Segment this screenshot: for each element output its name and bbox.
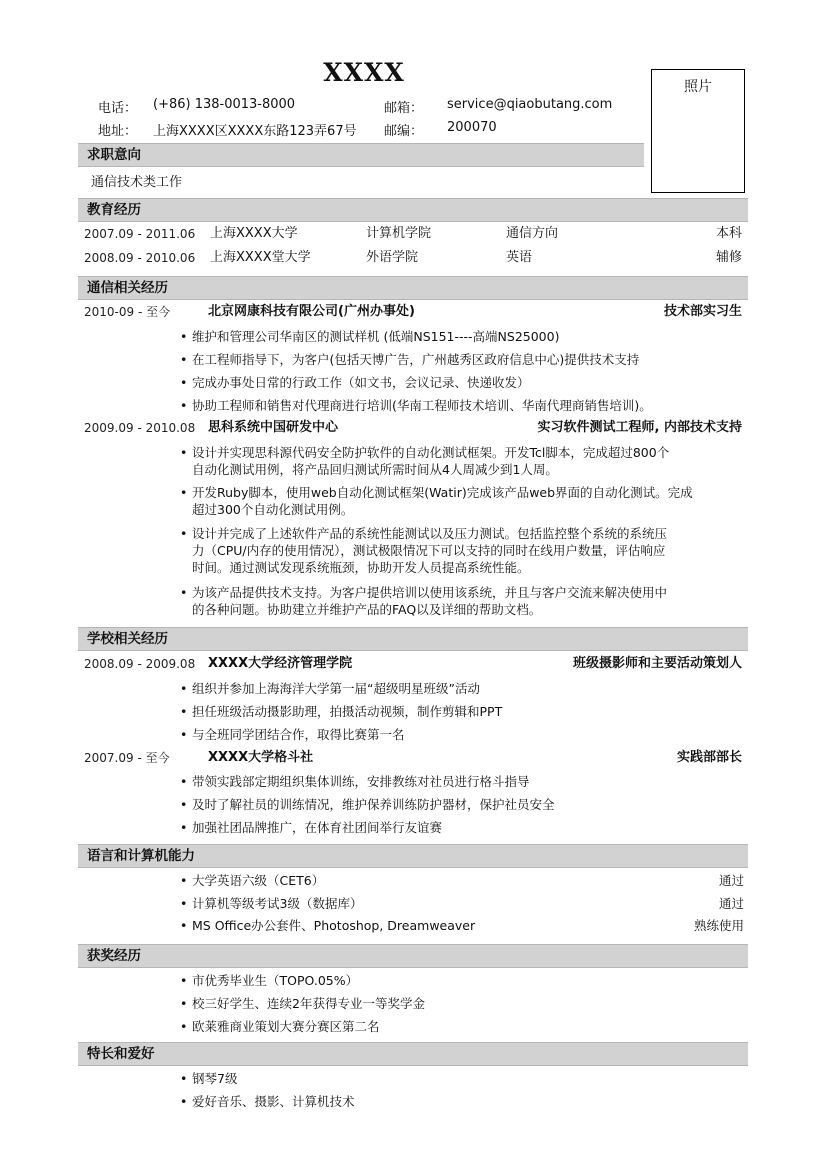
education-row (78, 248, 748, 268)
email-label: 邮箱： (384, 101, 424, 116)
email-value[interactable]: service@qiaobutang.com (447, 97, 613, 112)
bullet-dot-icon: • (180, 485, 188, 500)
bullet-item (180, 444, 744, 478)
bullet-dot-icon: • (180, 918, 188, 933)
skill-text: MS Office办公套件、Photoshop, Dreamweaver (192, 918, 476, 933)
bullet-item (180, 484, 744, 518)
bullet-item (180, 819, 744, 836)
skill-item (180, 872, 744, 889)
phone-label: 电话： (98, 101, 138, 116)
bullet-text: 及时了解社员的训练情况，维护保养训练防护器材，保护社员安全 (192, 797, 555, 812)
bullet-item (180, 525, 744, 576)
address-value: 上海XXXX区XXXX东路123弄67号 (153, 124, 357, 139)
education-school: 上海XXXX大学 (210, 226, 298, 241)
education-school: 上海XXXX堂大学 (210, 250, 311, 265)
section-education-header: 教育经历 (78, 198, 748, 222)
section-objective-header: 求职意向 (78, 143, 644, 167)
bullet-dot-icon: • (180, 526, 188, 541)
skill-text: 计算机等级考试3级（数据库） (192, 896, 363, 911)
objective-text: 通信技术类工作 (91, 175, 183, 190)
bullet-dot-icon: • (180, 797, 188, 812)
bullet-text: 为该产品提供技术支持。为客户提供培训以使用该系统，并且与客户交流来解决使用中 的各种问题。协助建立并维护产品的FAQ以及详细的帮助文档。 (192, 585, 668, 617)
education-date: 2008.09 - 2010.06 (84, 251, 196, 265)
education-college: 外语学院 (366, 250, 419, 265)
bullet-dot-icon: • (180, 1019, 188, 1034)
bullet-dot-icon: • (180, 329, 188, 344)
skill-item (180, 917, 744, 934)
bullet-dot-icon: • (180, 398, 188, 413)
job-row (78, 302, 748, 322)
job-date: 2010-09 - 至今 (84, 305, 171, 319)
hobby-text: 爱好音乐、摄影、计算机技术 (192, 1094, 355, 1109)
bullet-text: 完成办事处日常的行政工作（如文书，会议记录、快递收发） (192, 375, 530, 390)
job-row (78, 748, 748, 768)
education-degree: 本科 (715, 226, 742, 241)
bullet-dot-icon: • (180, 681, 188, 696)
bullet-text: 担任班级活动摄影助理，拍摄活动视频，制作剪辑和PPT (192, 704, 503, 719)
skill-level: 通过 (718, 873, 744, 888)
job-org: XXXX大学格斗社 (208, 750, 314, 765)
bullet-dot-icon: • (180, 774, 188, 789)
resume-name: XXXX (323, 58, 405, 87)
bullet-dot-icon: • (180, 375, 188, 390)
award-item (180, 995, 744, 1012)
education-major: 英语 (506, 250, 533, 265)
job-row (78, 418, 748, 438)
section-school-header: 学校相关经历 (78, 627, 748, 651)
award-text: 欧莱雅商业策划大赛分赛区第二名 (192, 1019, 380, 1034)
bullet-text: 设计并完成了上述软件产品的系统性能测试以及压力测试。包括监控整个系统的系统压 力（CPU/内存的使用情况），测试极限情况下可以支持的同时在线用户数量，评估响应 时间。通过测试发现系统瓶颈，协助开发人员提高系统性能。 (192, 526, 668, 575)
job-date: 2008.09 - 2009.08 (84, 657, 196, 671)
bullet-text: 协助工程师和销售对代理商进行培训(华南工程师技术培训、华南代理商销售培训)。 (192, 398, 652, 413)
zip-label: 邮编： (384, 124, 424, 139)
bullet-dot-icon: • (180, 352, 188, 367)
bullet-item (180, 397, 744, 414)
education-degree: 辅修 (715, 250, 742, 265)
award-item (180, 972, 744, 989)
bullet-item (180, 796, 744, 813)
job-role: 班级摄影师和主要活动策划人 (572, 656, 742, 671)
bullet-item (180, 726, 744, 743)
bullet-item (180, 374, 744, 391)
skill-text: 大学英语六级（CET6） (192, 873, 325, 888)
job-org: 北京网康科技有限公司(广州办事处) (208, 304, 415, 319)
job-org: XXXX大学经济管理学院 (208, 656, 353, 671)
bullet-item (180, 351, 744, 368)
job-role: 实践部部长 (676, 750, 742, 765)
education-date: 2007.09 - 2011.06 (84, 227, 196, 241)
bullet-item (180, 680, 744, 697)
job-row (78, 654, 748, 674)
bullet-text: 维护和管理公司华南区的测试样机 (低端NS151----高端NS25000) (192, 329, 560, 344)
photo-label: 照片 (684, 79, 712, 95)
address-label: 地址： (98, 124, 138, 139)
bullet-dot-icon: • (180, 973, 188, 988)
zip-value: 200070 (447, 120, 497, 135)
bullet-text: 与全班同学团结合作，取得比赛第一名 (192, 727, 405, 742)
photo-box (651, 69, 745, 193)
award-text: 校三好学生、连续2年获得专业一等奖学金 (192, 996, 425, 1011)
hobby-text: 钢琴7级 (192, 1071, 238, 1086)
bullet-dot-icon: • (180, 445, 188, 460)
bullet-dot-icon: • (180, 1071, 188, 1086)
phone-value: (+86) 138-0013-8000 (153, 97, 296, 112)
section-telecom-header: 通信相关经历 (78, 276, 748, 300)
section-hobbies-header: 特长和爱好 (78, 1042, 748, 1066)
bullet-dot-icon: • (180, 585, 188, 600)
award-item (180, 1018, 744, 1035)
skill-level: 通过 (718, 896, 744, 911)
skill-item (180, 895, 744, 912)
education-college: 计算机学院 (366, 226, 432, 241)
bullet-text: 带领实践部定期组织集体训练，安排教练对社员进行格斗指导 (192, 774, 530, 789)
bullet-item (180, 584, 744, 618)
job-role: 实习软件测试工程师, 内部技术支持 (537, 420, 742, 435)
hobby-item (180, 1070, 744, 1087)
bullet-dot-icon: • (180, 996, 188, 1011)
bullet-dot-icon: • (180, 704, 188, 719)
bullet-dot-icon: • (180, 1094, 188, 1109)
bullet-text: 设计并实现思科源代码安全防护软件的自动化测试框架。开发Tcl脚本，完成超过800个 自动化测试用例，将产品回归测试所需时间从4人周减少到1人周。 (192, 445, 670, 477)
bullet-dot-icon: • (180, 896, 188, 911)
hobby-item (180, 1093, 744, 1110)
section-awards-header: 获奖经历 (78, 944, 748, 968)
bullet-item (180, 773, 744, 790)
bullet-text: 在工程师指导下，为客户(包括天博广告，广州越秀区政府信息中心)提供技术支持 (192, 352, 640, 367)
education-row (78, 224, 748, 244)
bullet-dot-icon: • (180, 727, 188, 742)
job-role: 技术部实习生 (663, 304, 742, 319)
skill-level: 熟练使用 (693, 918, 744, 933)
education-major: 通信方向 (506, 226, 559, 241)
award-text: 市优秀毕业生（TOPO.05%） (192, 973, 359, 988)
section-skills-header: 语言和计算机能力 (78, 844, 748, 868)
job-date: 2009.09 - 2010.08 (84, 421, 196, 435)
job-date: 2007.09 - 至今 (84, 751, 170, 765)
bullet-item (180, 328, 744, 345)
bullet-text: 组织并参加上海海洋大学第一届“超级明星班级”活动 (192, 681, 480, 696)
job-org: 思科系统中国研发中心 (208, 420, 339, 435)
bullet-dot-icon: • (180, 820, 188, 835)
bullet-dot-icon: • (180, 873, 188, 888)
bullet-item (180, 703, 744, 720)
bullet-text: 加强社团品牌推广，在体育社团间举行友谊赛 (192, 820, 443, 835)
bullet-text: 开发Ruby脚本，使用web自动化测试框架(Watir)完成该产品web界面的自动化测试。完成 超过300个自动化测试用例。 (192, 485, 693, 517)
